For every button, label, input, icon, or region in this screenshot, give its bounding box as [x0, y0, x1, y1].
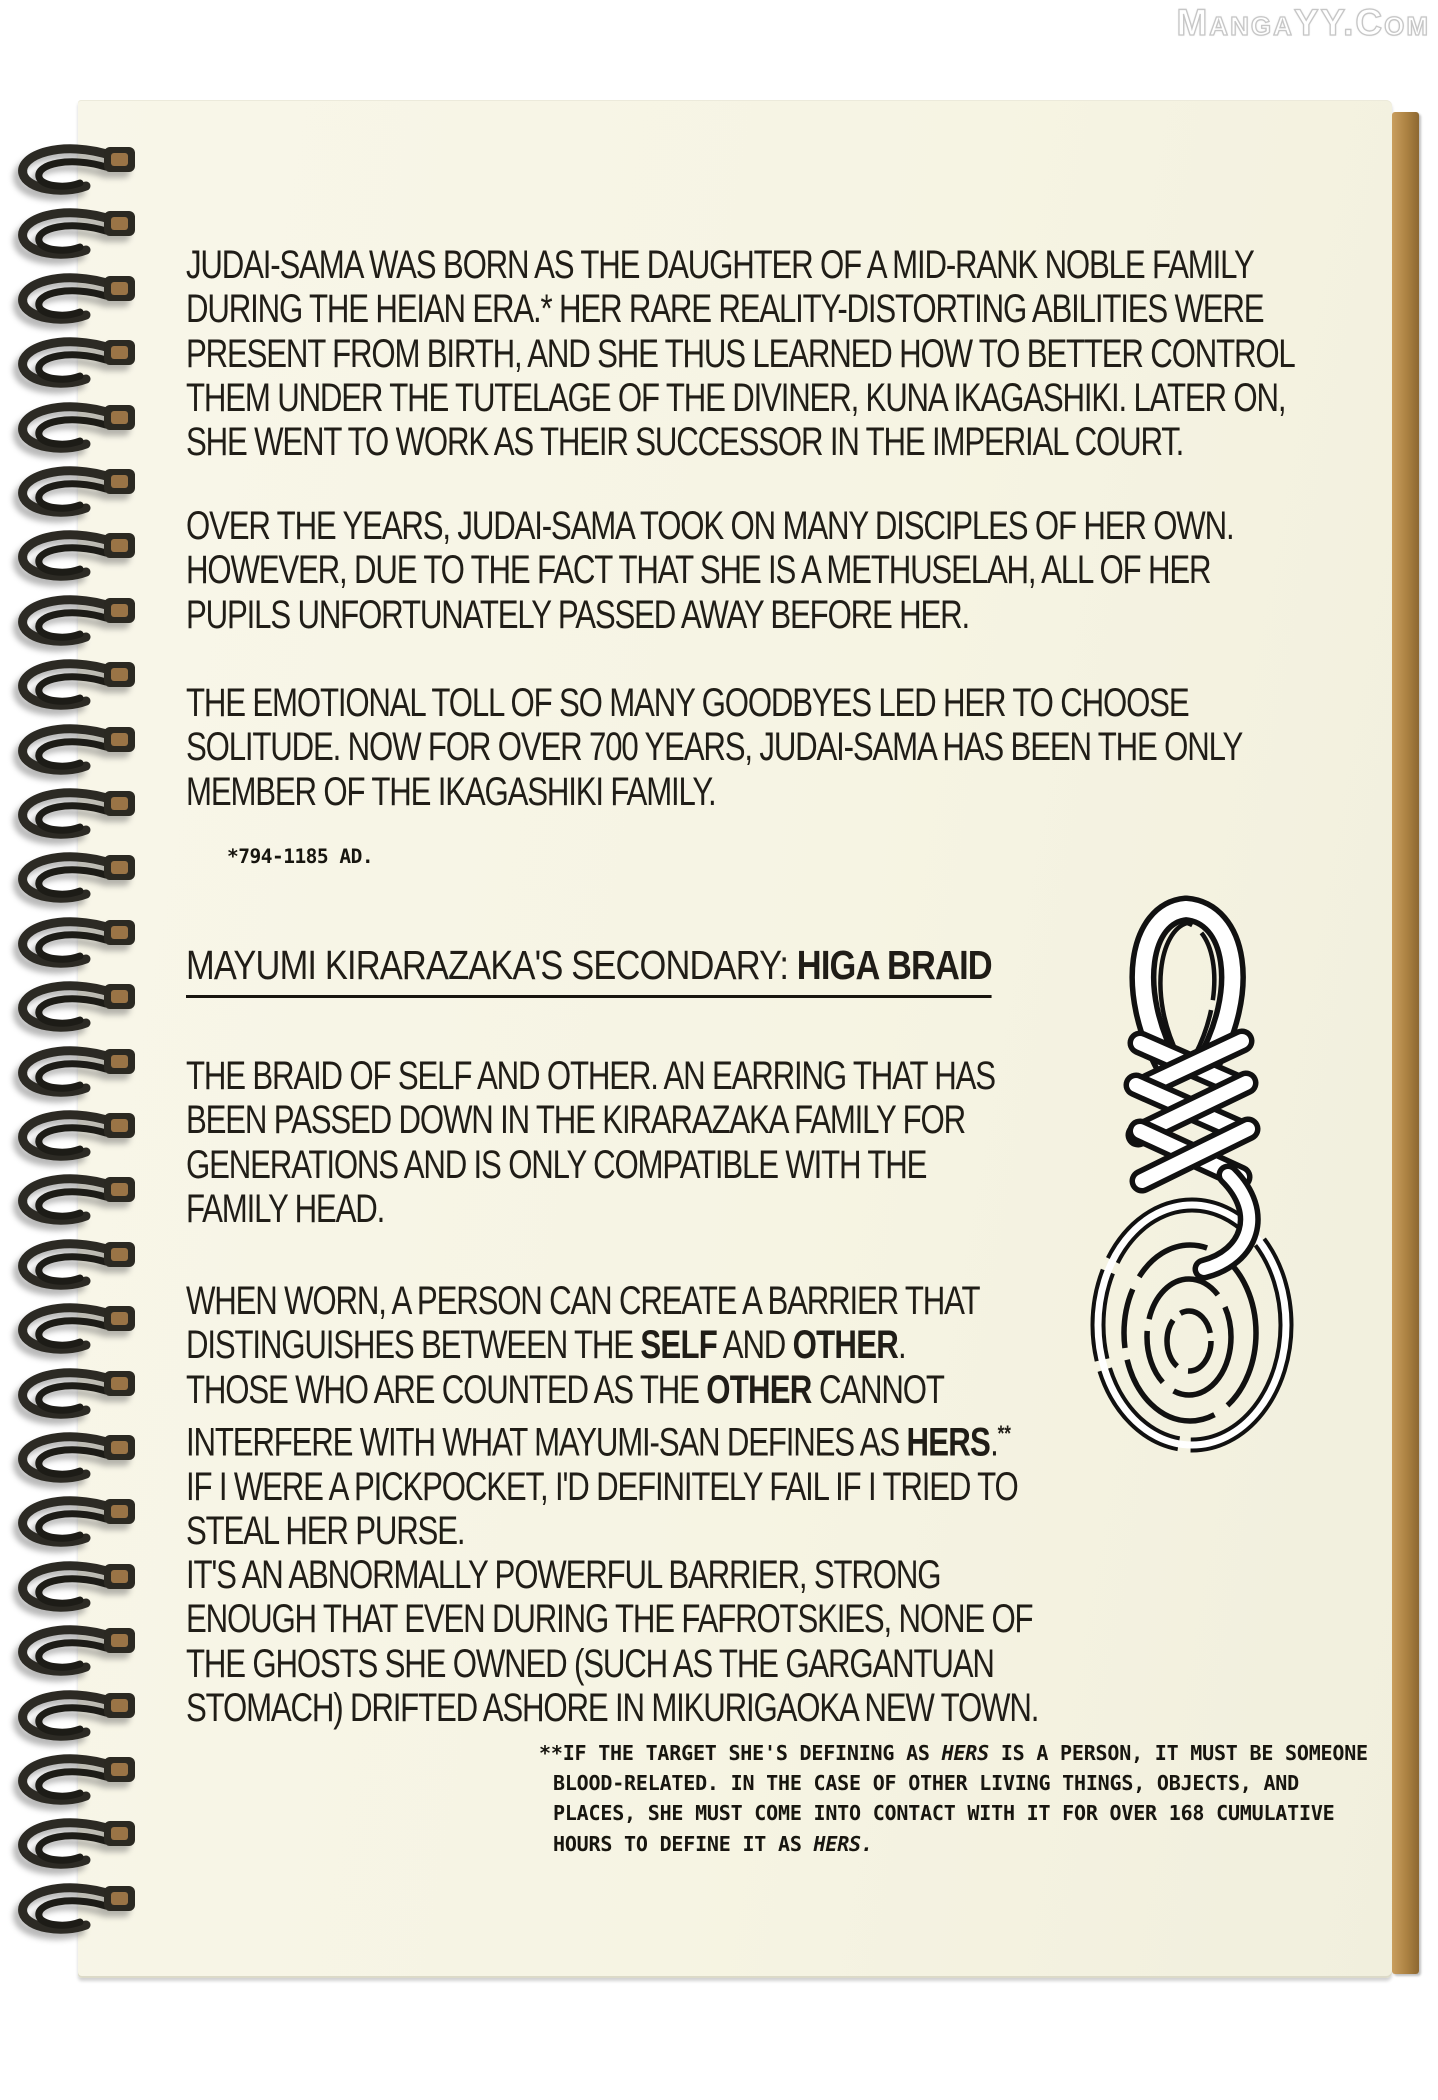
text-line: STOMACH) DRIFTED ASHORE IN MIKURIGAOKA NEW TOWN.: [186, 1686, 1039, 1730]
binding-coil: [10, 1881, 140, 1943]
hers-footnote: [539, 1738, 1368, 1859]
text-line: ENOUGH THAT EVEN DURING THE FAFROTSKIES, NONE OF: [186, 1597, 1033, 1642]
text-line: HOWEVER, DUE TO THE FACT THAT SHE IS A METHUSELAH, ALL OF HER: [186, 548, 1211, 593]
binding-coil: [10, 1237, 140, 1299]
binding-coil: [10, 1172, 140, 1234]
binding-coil: [10, 979, 140, 1041]
text-line: BEEN PASSED DOWN IN THE KIRARAZAKA FAMILY FOR: [186, 1098, 965, 1143]
text-line: FAMILY HEAD.: [186, 1186, 385, 1231]
bio-paragraph-3: [186, 681, 1242, 814]
text-line: **IF THE TARGET SHE'S DEFINING AS HERS IS A PERSON, IT MUST BE SOMEONE: [539, 1741, 1368, 1765]
text-line: OVER THE YEARS, JUDAI-SAMA TOOK ON MANY DISCIPLES OF HER OWN.: [186, 504, 1234, 548]
binding-coil: [10, 464, 140, 526]
binding-coil: [10, 1044, 140, 1106]
spiral-binding: [10, 142, 142, 1957]
binding-coil: [10, 1816, 140, 1878]
bio-paragraph-1: [186, 243, 1295, 464]
binding-coil: [10, 593, 140, 655]
binding-coil: [10, 657, 140, 719]
text-line: PUPILS UNFORTUNATELY PASSED AWAY BEFORE HER.: [186, 592, 970, 637]
binding-coil: [10, 1430, 140, 1492]
binding-coil: [10, 1366, 140, 1428]
text-line: GENERATIONS AND IS ONLY COMPATIBLE WITH THE: [186, 1142, 927, 1187]
binding-coil: [10, 400, 140, 462]
binding-coil: [10, 528, 140, 590]
era-footnote: *794-1185 AD.: [227, 845, 374, 868]
text-line: THE EMOTIONAL TOLL OF SO MANY GOODBYES LED HER TO CHOOSE: [186, 681, 1189, 725]
binding-coil: [10, 1688, 140, 1750]
bio-paragraph-2: [186, 504, 1233, 637]
text-line: HOURS TO DEFINE IT AS HERS.: [553, 1831, 873, 1856]
binding-coil: [10, 915, 140, 977]
text-line: THE BRAID OF SELF AND OTHER. AN EARRING THAT HAS: [186, 1054, 995, 1098]
text-line: DISTINGUISHES BETWEEN THE SELF AND OTHER.: [186, 1323, 906, 1368]
text-line: THE GHOSTS SHE OWNED (SUCH AS THE GARGANTUAN: [186, 1641, 994, 1686]
text-line: PRESENT FROM BIRTH, AND SHE THUS LEARNED HOW TO BETTER CONTROL: [186, 331, 1295, 376]
text-line: STEAL HER PURSE.: [186, 1508, 465, 1553]
binding-coil: [10, 722, 140, 784]
binding-coil: [10, 786, 140, 848]
section-heading: [186, 942, 992, 998]
text-line: PLACES, SHE MUST COME INTO CONTACT WITH IT FOR OVER 168 CUMULATIVE: [553, 1801, 1335, 1826]
binding-coil: [10, 142, 140, 204]
binding-coil: [10, 271, 140, 333]
binding-coil: [10, 1301, 140, 1363]
text-line: JUDAI-SAMA WAS BORN AS THE DAUGHTER OF A MID-RANK NOBLE FAMILY: [186, 243, 1254, 287]
text-line: SOLITUDE. NOW FOR OVER 700 YEARS, JUDAI-SAMA HAS BEEN THE ONLY: [186, 725, 1243, 770]
manga-site-watermark: MangaYY.Com: [1176, 2, 1430, 43]
binding-coil: [10, 850, 140, 912]
binding-coil: [10, 206, 140, 268]
binding-coil: [10, 1623, 140, 1685]
text-line: BLOOD-RELATED. IN THE CASE OF OTHER LIVING THINGS, OBJECTS, AND: [553, 1771, 1299, 1796]
binding-coil: [10, 1494, 140, 1556]
text-line: IF I WERE A PICKPOCKET, I'D DEFINITELY FAIL IF I TRIED TO: [186, 1464, 1018, 1509]
text-line: DURING THE HEIAN ERA.* HER RARE REALITY-DISTORTING ABILITIES WERE: [186, 287, 1264, 332]
text-line: MAYUMI KIRARAZAKA'S SECONDARY: HIGA BRAID: [186, 942, 992, 998]
knot-drawing: [1078, 895, 1308, 1495]
notebook-cover-edge: [1392, 112, 1419, 1974]
notebook-page: [78, 100, 1392, 1978]
text-line: INTERFERE WITH WHAT MAYUMI-SAN DEFINES AS HERS.**: [186, 1420, 1011, 1465]
text-line: THOSE WHO ARE COUNTED AS THE OTHER CANNOT: [186, 1367, 944, 1412]
braid-description-paragraph: [186, 1054, 995, 1231]
binding-coil: [10, 1752, 140, 1814]
text-line: MEMBER OF THE IKAGASHIKI FAMILY.: [186, 769, 716, 814]
text-line: THEM UNDER THE TUTELAGE OF THE DIVINER, KUNA IKAGASHIKI. LATER ON,: [186, 375, 1286, 420]
text-line: IT'S AN ABNORMALLY POWERFUL BARRIER, STRONG: [186, 1553, 941, 1598]
text-line: SHE WENT TO WORK AS THEIR SUCCESSOR IN THE IMPERIAL COURT.: [186, 420, 1184, 465]
binding-coil: [10, 335, 140, 397]
higa-braid-knot-illustration: [1078, 895, 1308, 1495]
braid-rules-paragraph: [186, 1279, 1038, 1730]
text-line: WHEN WORN, A PERSON CAN CREATE A BARRIER THAT: [186, 1279, 980, 1323]
binding-coil: [10, 1108, 140, 1170]
binding-coil: [10, 1559, 140, 1621]
